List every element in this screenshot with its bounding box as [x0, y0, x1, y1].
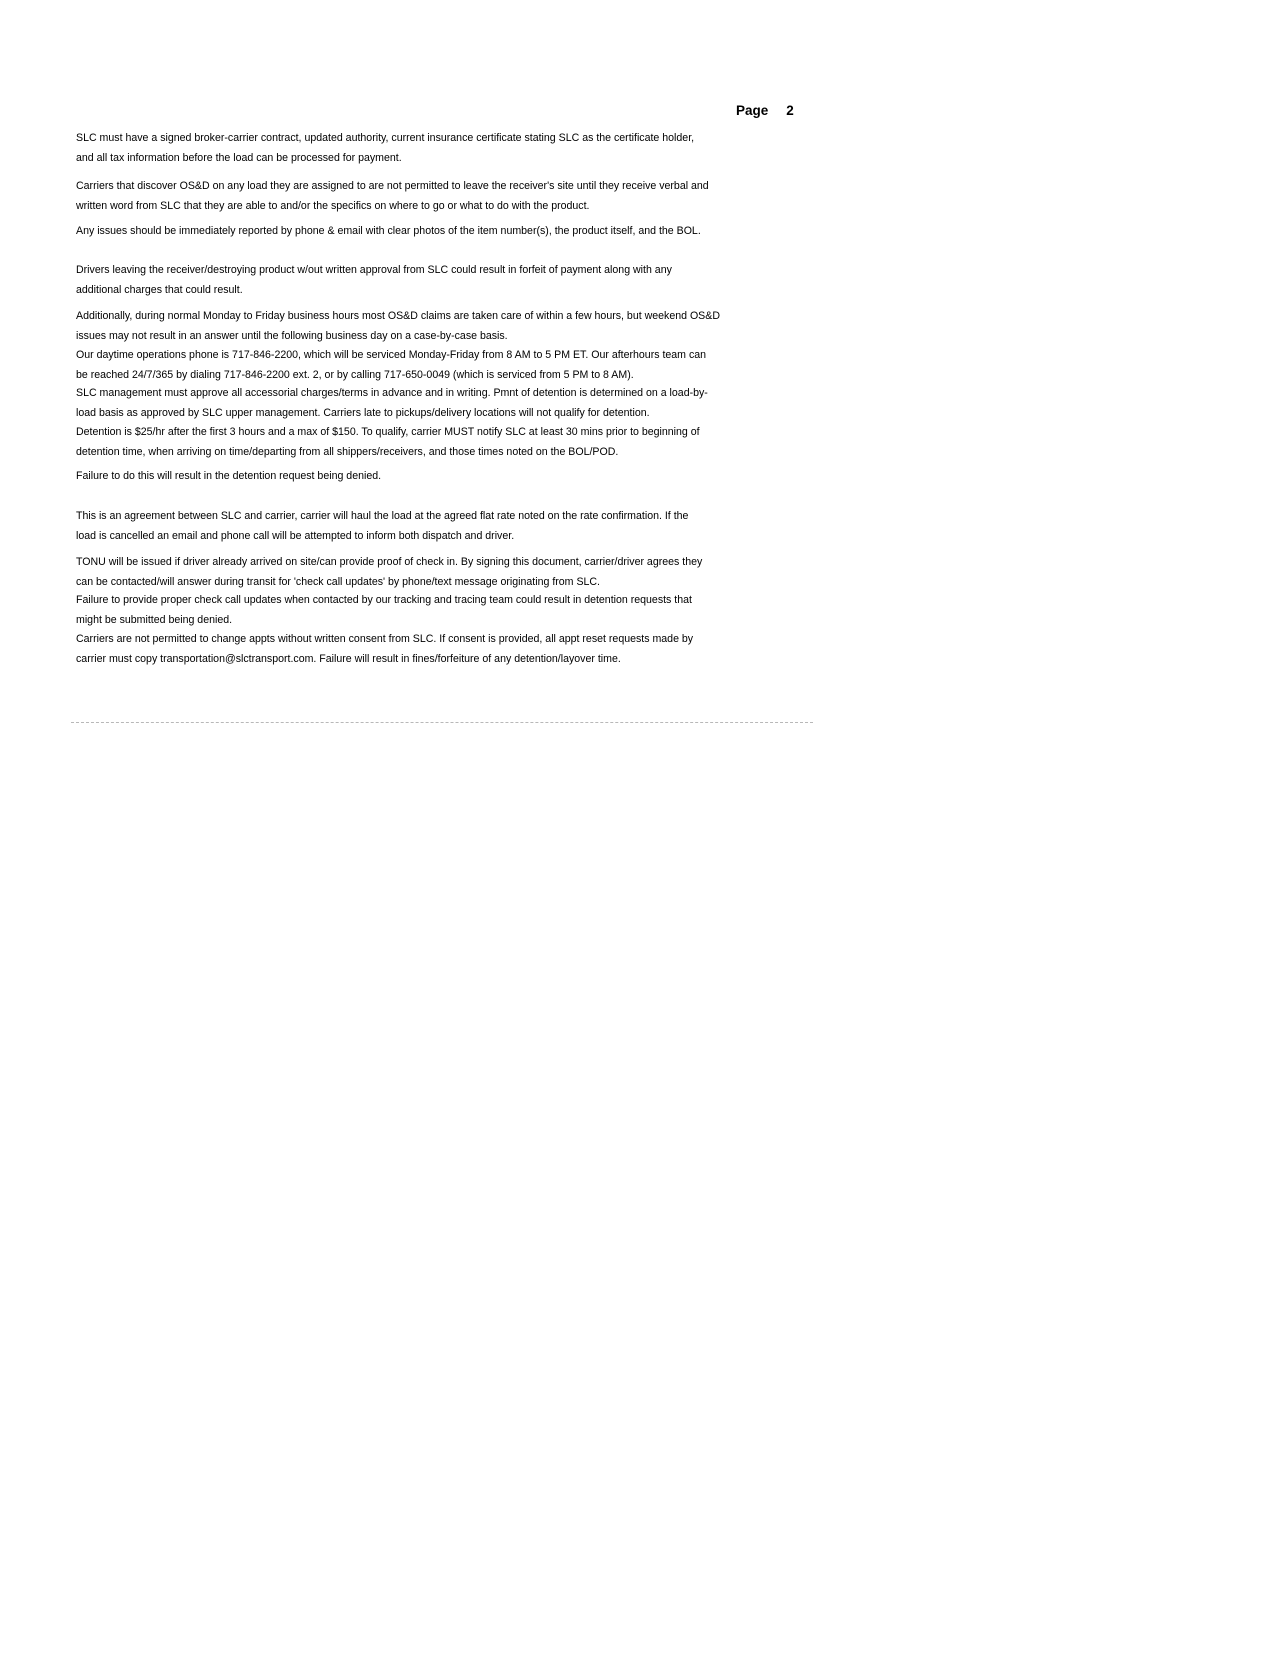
text-line: Additionally, during normal Monday to Friday business hours most OS&D claims are taken care of within a few hours, but weekend OS&D	[76, 310, 720, 322]
text-line: written word from SLC that they are able to and/or the specifics on where to go or what to do with the product.	[76, 200, 590, 212]
text-line: carrier must copy transportation@slctransport.com. Failure will result in fines/forfeiture of any detention/layover time.	[76, 653, 621, 665]
text-line: Our daytime operations phone is 717-846-2200, which will be serviced Monday-Friday from 8 AM to 5 PM ET. Our afterhours team can	[76, 349, 707, 361]
page-header	[736, 103, 794, 118]
text-line: can be contacted/will answer during transit for 'check call updates' by phone/text message originating from SLC.	[76, 576, 601, 588]
page-number: 2	[786, 103, 794, 118]
text-line: Drivers leaving the receiver/destroying product w/out written approval from SLC could result in forfeit of payment along with any	[76, 264, 672, 276]
text-line: This is an agreement between SLC and carrier, carrier will haul the load at the agreed flat rate noted on the rate confirmation. If the	[76, 510, 689, 522]
text-line: load basis as approved by SLC upper management. Carriers late to pickups/delivery locations will not qualify for detention.	[76, 407, 650, 419]
text-line: be reached 24/7/365 by dialing 717-846-2200 ext. 2, or by calling 717-650-0049 (which is serviced from 5 PM to 8 AM).	[76, 369, 634, 381]
text-line: SLC management must approve all accessorial charges/terms in advance and in writing. Pmnt of detention is determined on a load-by-	[76, 387, 708, 399]
text-line: additional charges that could result.	[76, 284, 243, 296]
text-line: Carriers that discover OS&D on any load they are assigned to are not permitted to leave the receiver's site until they receive verbal and	[76, 180, 709, 192]
text-line: Failure to provide proper check call updates when contacted by our tracking and tracing team could result in detention requests that	[76, 594, 692, 606]
text-line: detention time, when arriving on time/departing from all shippers/receivers, and those times noted on the BOL/POD.	[76, 446, 619, 458]
text-line: and all tax information before the load can be processed for payment.	[76, 152, 402, 164]
text-line: load is cancelled an email and phone call will be attempted to inform both dispatch and driver.	[76, 530, 515, 542]
text-line: Carriers are not permitted to change appts without written consent from SLC. If consent is provided, all appt reset requests made by	[76, 633, 694, 645]
text-line: issues may not result in an answer until the following business day on a case-by-case basis.	[76, 330, 508, 342]
text-line: SLC must have a signed broker-carrier contract, updated authority, current insurance certificate stating SLC as the certificate holder,	[76, 132, 695, 144]
text-line: Failure to do this will result in the detention request being denied.	[76, 470, 382, 482]
dashed-divider	[71, 722, 813, 723]
text-line: might be submitted being denied.	[76, 614, 233, 626]
text-line: Any issues should be immediately reported by phone & email with clear photos of the item number(s), the product itself, and the BOL.	[76, 225, 701, 237]
text-line: TONU will be issued if driver already arrived on site/can provide proof of check in. By signing this document, carrier/driver agrees they	[76, 556, 703, 568]
text-line: Detention is $25/hr after the first 3 hours and a max of $150. To qualify, carrier MUST notify SLC at least 30 mins prior to beginning of	[76, 426, 700, 438]
page-label: Page	[736, 103, 769, 118]
